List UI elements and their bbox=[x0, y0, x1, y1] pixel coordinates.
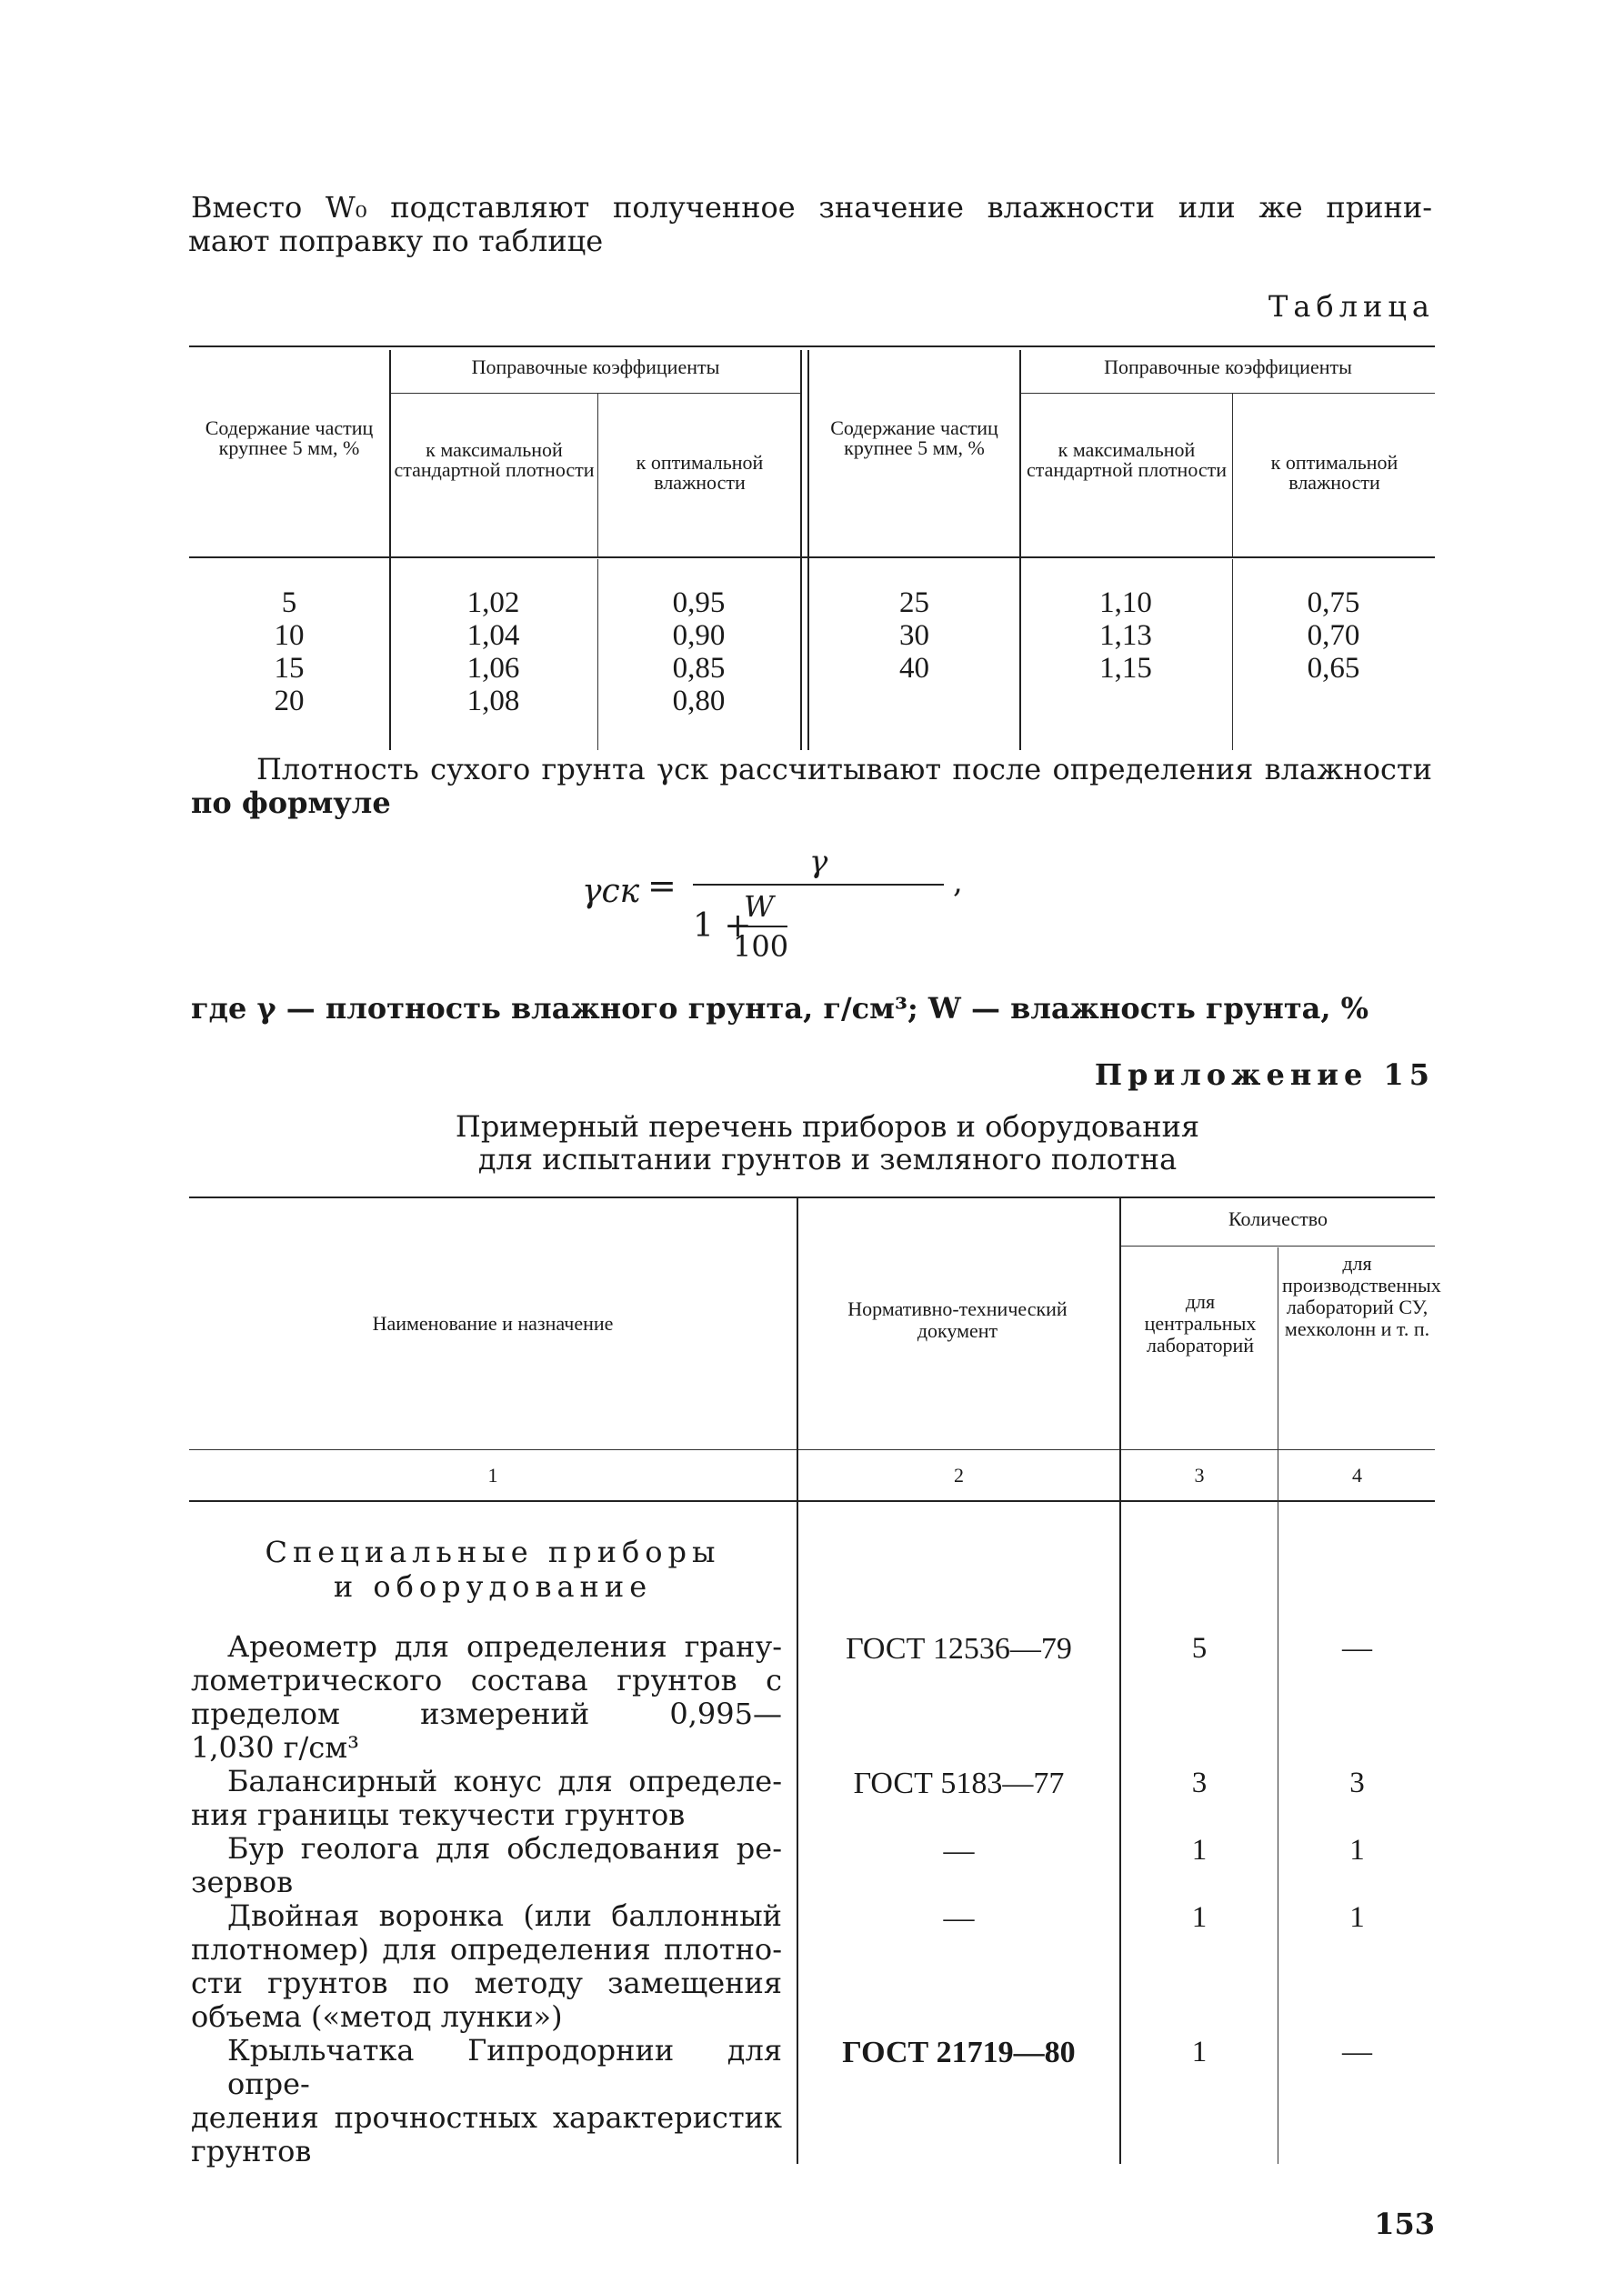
table2-header-doc: Нормативно-технический документ bbox=[847, 1297, 1068, 1342]
row-name-line: Двойная воронка (или баллонный bbox=[227, 1898, 782, 1933]
table1-header-content-right: Содержание частиц крупнее 5 мм, % bbox=[830, 416, 998, 459]
formula bbox=[582, 846, 1000, 982]
appendix-label: Приложение 15 bbox=[1094, 1057, 1435, 1092]
cell-opt: 0,65 bbox=[1307, 652, 1360, 685]
table2-row-5-central: 1 bbox=[1191, 2036, 1208, 2068]
table1-header-content-left: Содержание частиц крупнее 5 мм, % bbox=[205, 416, 374, 459]
table1-group-rule-left bbox=[391, 393, 800, 394]
table2-vline-1 bbox=[797, 1198, 798, 2164]
cell-content: 10 bbox=[274, 619, 305, 652]
table2-colnum-2: 2 bbox=[954, 1464, 964, 1487]
cell-content: 30 bbox=[899, 619, 929, 652]
cell-opt: 0,80 bbox=[672, 685, 726, 717]
cell-max: 1,13 bbox=[1099, 619, 1152, 652]
table1-group-header-right: Поправочные коэффициенты bbox=[1104, 355, 1352, 378]
formula-w: W bbox=[744, 889, 774, 924]
cell-content: 20 bbox=[274, 685, 305, 717]
cell-opt: 0,70 bbox=[1307, 619, 1360, 652]
table1-vline-2a bbox=[597, 393, 598, 556]
table2-row-4-name bbox=[191, 1899, 782, 2034]
table2-header-qty: Количество bbox=[1228, 1207, 1328, 1230]
table1-caption: Таблица bbox=[1268, 289, 1435, 324]
table2-row-5-name bbox=[191, 2034, 782, 2168]
table1-top-rule bbox=[189, 345, 1435, 347]
table2-row-3-central: 1 bbox=[1191, 1834, 1208, 1867]
formula-equals: = bbox=[647, 866, 677, 906]
row-name-line: грунтов bbox=[191, 2134, 312, 2168]
density-line-1: Плотность сухого грунта γск рассчитывают после определения влажности bbox=[256, 752, 1432, 786]
formula-sub-bar bbox=[735, 926, 787, 927]
table1-row bbox=[189, 619, 800, 652]
row-name-line: лометрического состава грунтов с bbox=[191, 1663, 782, 1697]
table2-row-5-prod: — bbox=[1342, 2036, 1372, 2068]
table2-colnum-3: 3 bbox=[1194, 1464, 1205, 1487]
row-name-line: 1,030 г/см³ bbox=[191, 1730, 359, 1765]
cell-content: 5 bbox=[281, 586, 297, 619]
formula-main-bar bbox=[693, 884, 944, 886]
table1-row bbox=[189, 685, 800, 717]
table2-row-4-central: 1 bbox=[1191, 1901, 1208, 1934]
table2-row-2-doc: ГОСТ 5183—77 bbox=[853, 1767, 1065, 1800]
cell-opt: 0,85 bbox=[672, 652, 726, 685]
table2-header-rule bbox=[189, 1500, 1435, 1502]
table2-row-4-prod: 1 bbox=[1349, 1901, 1365, 1934]
table2-colnum-rule-top bbox=[189, 1449, 1435, 1450]
appendix-title-1: Примерный перечень приборов и оборудования bbox=[455, 1109, 1200, 1144]
row-name-line: Балансирный конус для определе- bbox=[227, 1764, 782, 1798]
row-name-line: объема («метод лунки») bbox=[191, 1999, 563, 2034]
table2-section-title-1: Специальные приборы bbox=[265, 1535, 721, 1569]
table2-row-3-prod: 1 bbox=[1349, 1834, 1365, 1867]
table1-group-rule-right bbox=[1021, 393, 1435, 394]
table2-header-central: для центральных лабораторий bbox=[1144, 1290, 1257, 1357]
table2-row-1-central: 5 bbox=[1191, 1632, 1208, 1665]
row-name-line: пределом измерений 0,995— bbox=[191, 1697, 782, 1731]
table1-row bbox=[809, 619, 1435, 652]
cell-max: 1,10 bbox=[1099, 586, 1152, 619]
cell-opt: 0,95 bbox=[672, 586, 726, 619]
row-name-line: Бур геолога для обследования ре- bbox=[227, 1831, 782, 1866]
row-name-line: Крыльчатка Гипродорнии для опре- bbox=[227, 2033, 782, 2101]
table1-left-rows bbox=[189, 586, 800, 717]
intro-line-2: мают поправку по таблице bbox=[188, 224, 604, 258]
cell-max: 1,15 bbox=[1099, 652, 1152, 685]
table1-right-rows bbox=[809, 586, 1435, 685]
row-name-line: зервов bbox=[191, 1865, 294, 1899]
table2-row-4-doc: — bbox=[943, 1901, 975, 1935]
table2-section-title-2: и оборудование bbox=[333, 1569, 653, 1604]
table1-vline-5 bbox=[1019, 350, 1021, 750]
cell-opt: 0,75 bbox=[1307, 586, 1360, 619]
formula-comma: , bbox=[953, 864, 963, 900]
formula-numerator: γ bbox=[809, 844, 828, 880]
table1-vline-3 bbox=[800, 350, 802, 750]
formula-one-plus: 1 + bbox=[693, 907, 752, 945]
table2-qty-rule bbox=[1121, 1246, 1435, 1247]
cell-max: 1,04 bbox=[466, 619, 520, 652]
cell-content: 15 bbox=[274, 652, 305, 685]
table1-row bbox=[189, 652, 800, 685]
table1-header-opt-left: к оптимальной влажности bbox=[636, 451, 764, 494]
intro-line-1: Вместо W₀ подставляют полученное значение влажности или же прини- bbox=[191, 190, 1432, 225]
cell-opt: 0,90 bbox=[672, 619, 726, 652]
table2-colnum-1: 1 bbox=[487, 1464, 498, 1487]
table2-row-1-name bbox=[191, 1630, 782, 1765]
table2-top-rule bbox=[189, 1197, 1435, 1198]
density-paragraph bbox=[191, 753, 1432, 820]
cell-content: 25 bbox=[899, 586, 929, 619]
table2-row-5-doc: ГОСТ 21719—80 bbox=[842, 2036, 1076, 2069]
table2-row-1-doc: ГОСТ 12536—79 bbox=[846, 1632, 1072, 1666]
table2-row-1-prod: — bbox=[1342, 1632, 1372, 1665]
table2-header-name: Наименование и назначение bbox=[372, 1312, 614, 1335]
table1-group-header-left: Поправочные коэффициенты bbox=[471, 355, 720, 378]
formula-lhs: γск bbox=[582, 873, 640, 910]
row-name-line: плотномер) для определения плотно- bbox=[191, 1932, 782, 1967]
intro-paragraph bbox=[188, 190, 1432, 258]
table2-colnum-4: 4 bbox=[1352, 1464, 1362, 1487]
cell-max: 1,02 bbox=[466, 586, 520, 619]
table2-row-2-central: 3 bbox=[1191, 1767, 1208, 1799]
page-number: 153 bbox=[1374, 2207, 1435, 2241]
table2-vline-2 bbox=[1119, 1198, 1121, 2164]
table1-vline-6a bbox=[1232, 393, 1233, 556]
row-name-line: сти грунтов по методу замещения bbox=[191, 1966, 782, 2000]
table1-header-max-left: к максимальной стандартной плотности bbox=[394, 438, 595, 481]
table2-row-2-prod: 3 bbox=[1349, 1767, 1365, 1799]
table2-row-3-name bbox=[191, 1832, 782, 1899]
table1-header-rule bbox=[189, 556, 1435, 558]
cell-content: 40 bbox=[899, 652, 929, 685]
row-name-line: деления прочностных характеристик bbox=[191, 2100, 782, 2135]
table2-row-2-name bbox=[191, 1765, 782, 1832]
table1-header-max-right: к максимальной стандартной плотности bbox=[1026, 438, 1228, 481]
density-line-2: по формуле bbox=[191, 786, 391, 820]
row-name-line: Ареометр для определения грану- bbox=[227, 1629, 782, 1664]
table1-row bbox=[809, 586, 1435, 619]
table1-header-opt-right: к оптимальной влажности bbox=[1270, 451, 1398, 494]
table2-header-prod: для производственных лабораторий СУ, мехколонн и т. п. bbox=[1282, 1252, 1441, 1340]
table2-row-3-doc: — bbox=[943, 1834, 975, 1867]
cell-max: 1,06 bbox=[466, 652, 520, 685]
cell-max: 1,08 bbox=[466, 685, 520, 717]
row-name-line: ния границы текучести грунтов bbox=[191, 1797, 686, 1832]
table1-row bbox=[189, 586, 800, 619]
appendix-title-2: для испытании грунтов и земляного полотна bbox=[477, 1142, 1178, 1177]
table1-vline-4 bbox=[807, 350, 809, 750]
formula-hundred: 100 bbox=[733, 929, 789, 964]
where-text: где γ — плотность влажного грунта, г/см³; W — влажность грунта, % bbox=[191, 991, 1369, 1026]
table1-row bbox=[809, 652, 1435, 685]
